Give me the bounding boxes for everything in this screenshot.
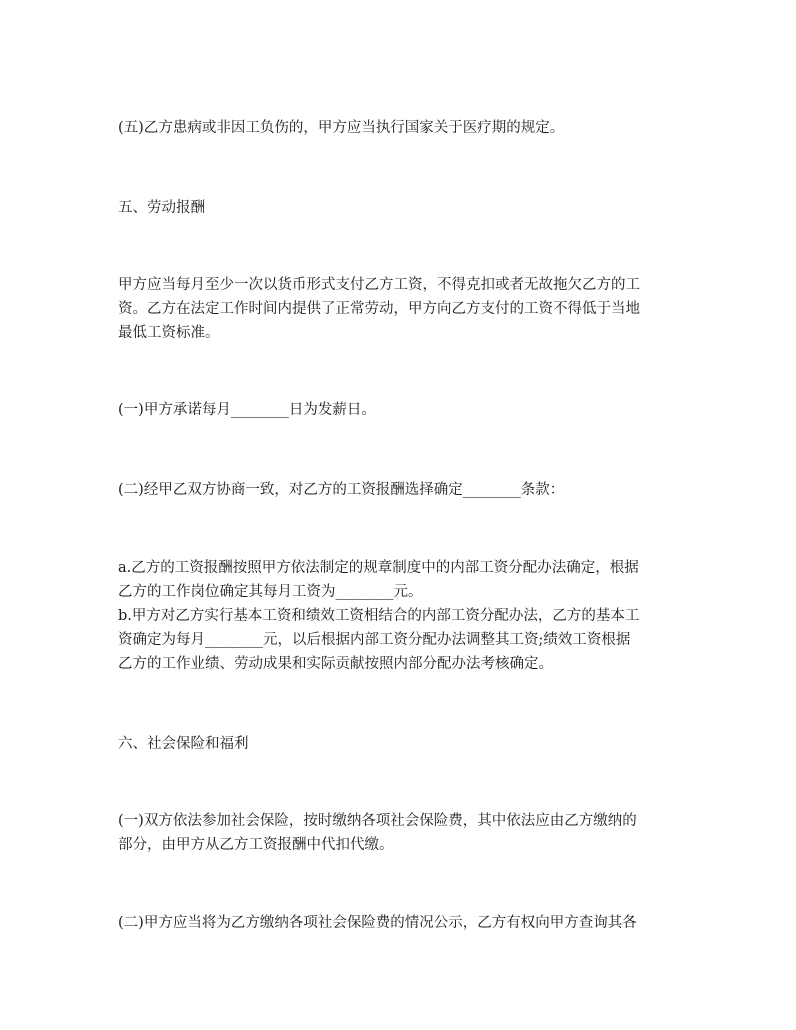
text-line: (二)甲方应当将为乙方缴纳各项社会保险费的情况公示，乙方有权向甲方查询其各 — [118, 915, 637, 931]
text-line: 甲方应当每月至少一次以货币形式支付乙方工资，不得克扣或者无故拖欠乙方的工 — [118, 277, 640, 293]
text-line: 部分，由甲方从乙方工资报酬中代扣代缴。 — [118, 837, 394, 853]
paragraph-insurance-2 — [118, 911, 680, 935]
text-line: (一)甲方承诺每月________日为发薪日。 — [118, 402, 376, 418]
text-line: 乙方的工作业绩、劳动成果和实际贡献按照内部分配办法考核确定。 — [118, 656, 553, 672]
text-line: 乙方的工作岗位确定其每月工资为________元。 — [118, 584, 423, 600]
section-heading-social-insurance — [118, 732, 680, 756]
paragraph-pay-general — [118, 273, 680, 345]
text-line: 最低工资标准。 — [118, 325, 220, 341]
section-heading-labor-pay — [118, 196, 680, 220]
text-line: 资确定为每月________元，以后根据内部工资分配办法调整其工资;绩效工资根据 — [118, 632, 631, 648]
paragraph-medical-period — [118, 116, 680, 140]
text-line: (二)经甲乙双方协商一致，对乙方的工资报酬选择确定________条款： — [118, 482, 565, 498]
text-line: a.乙方的工资报酬按照甲方依法制定的规章制度中的内部工资分配办法确定，根据 — [118, 560, 639, 576]
text-line: b.甲方对乙方实行基本工资和绩效工资相结合的内部工资分配办法，乙方的基本工 — [118, 608, 640, 624]
text-line: (一)双方依法参加社会保险，按时缴纳各项社会保险费，其中依法应由乙方缴纳的 — [118, 813, 637, 829]
paragraph-insurance-1 — [118, 809, 680, 857]
paragraph-pay-options — [118, 556, 680, 676]
paragraph-payday — [118, 398, 680, 422]
text-line: 五、劳动报酬 — [118, 200, 205, 216]
text-line: (五)乙方患病或非因工负伤的，甲方应当执行国家关于医疗期的规定。 — [118, 120, 565, 136]
paragraph-pay-choice — [118, 478, 680, 502]
text-line: 资。乙方在法定工作时间内提供了正常劳动，甲方向乙方支付的工资不得低于当地 — [118, 301, 640, 317]
text-line: 六、社会保险和福利 — [118, 736, 249, 752]
